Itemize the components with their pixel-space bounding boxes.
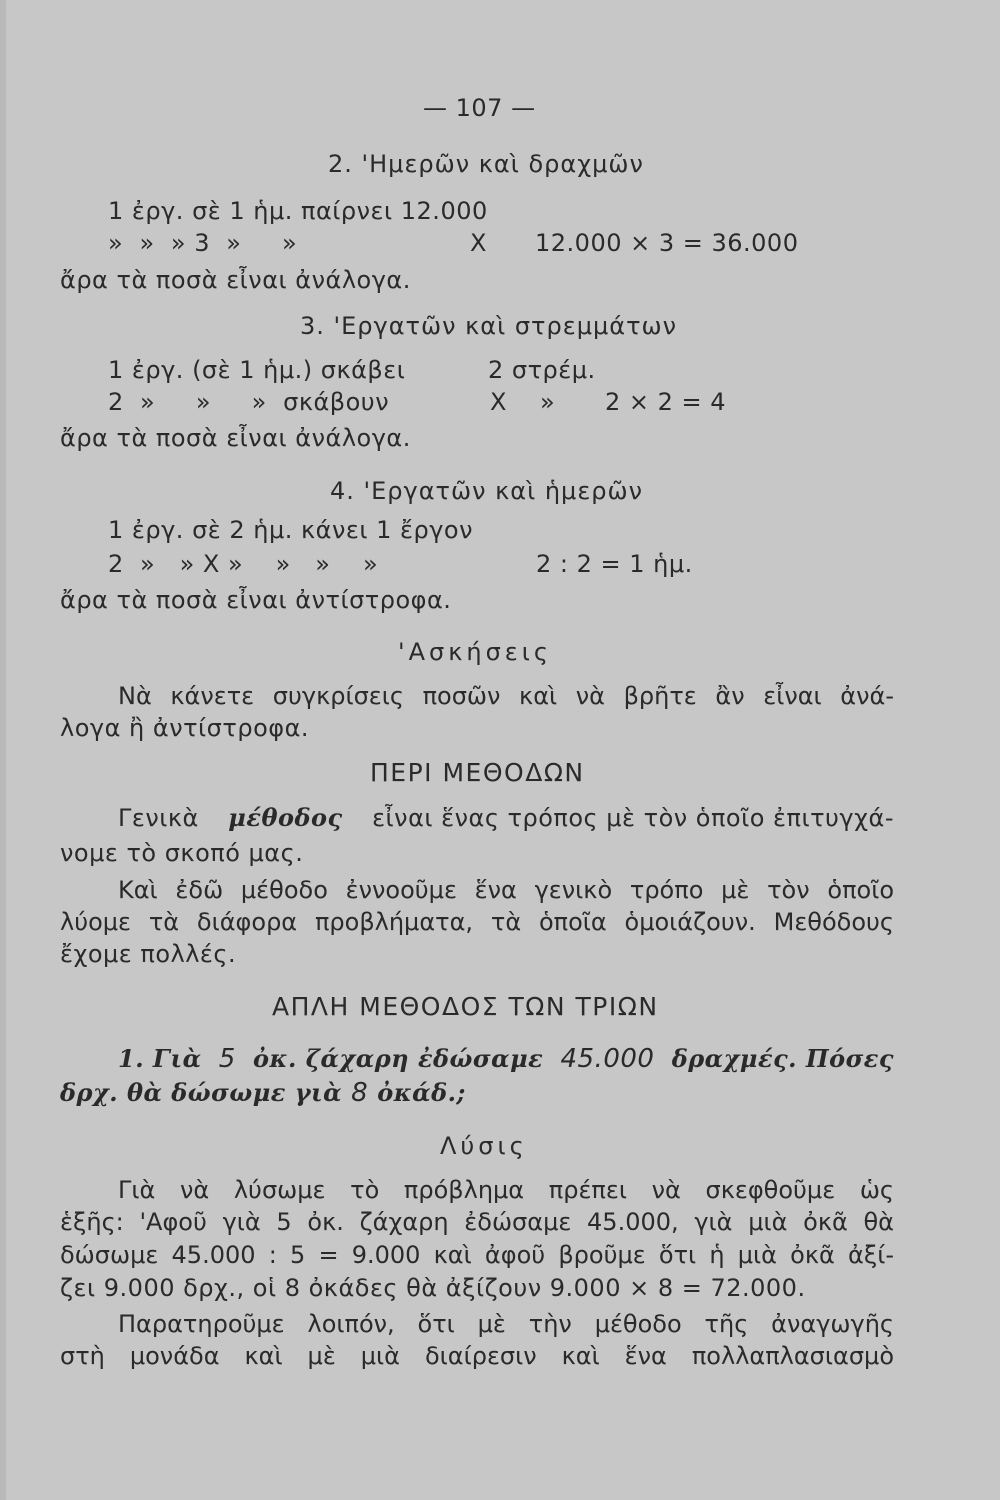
section-2-row-2-left: » » » 3 » » xyxy=(108,229,298,257)
section-3-conclusion: ἄρα τὰ ποσὰ εἶναι ἀνάλογα. xyxy=(60,424,411,452)
methods-title: ΠΕΡΙ ΜΕΘΟΔΩΝ xyxy=(370,758,585,787)
section-3-title: 3. 'Εργατῶν καὶ στρεμμάτων xyxy=(300,312,678,340)
problem-2-part-a: δρχ. θὰ δώσωμε γιὰ xyxy=(60,1078,343,1107)
methods-p1-after: εἶναι ἕνας τρόπος μὲ τὸν ὁποῖο ἐπιτυγχά- xyxy=(372,804,894,832)
solution-line-3: δώσωμε 45.000 : 5 = 9.000 καὶ ἀφοῦ βροῦμε ὅτι ἡ μιὰ ὀκᾶ ἀξί- xyxy=(60,1241,894,1269)
section-3-row-1-left: 1 ἐργ. (σὲ 1 ἡμ.) σκάβει xyxy=(108,356,406,384)
problem-1-part-c: δραχμές. Πόσες xyxy=(671,1044,894,1073)
methods-paragraph-2-line-2: λύομε τὰ διάφορα προβλήματα, τὰ ὁποῖα ὁμοιάζουν. Μεθόδους xyxy=(60,908,894,936)
section-2-row-1: 1 ἐργ. σὲ 1 ἡμ. παίρνει 12.000 xyxy=(108,197,488,225)
rule-of-three-title: ΑΠΛΗ ΜΕΘΟΔΟΣ ΤΩΝ ΤΡΙΩΝ xyxy=(272,992,659,1021)
section-4-row-2-left: 2 » » X » » » » xyxy=(108,550,379,578)
section-2-conclusion: ἄρα τὰ ποσὰ εἶναι ἀνάλογα. xyxy=(60,266,411,294)
methods-paragraph-2-line-1: Καὶ ἐδῶ μέθοδο ἐννοοῦμε ἕνα γενικὸ τρόπο μὲ τὸν ὁποῖο xyxy=(118,876,894,904)
exercises-line-2: λογα ἢ ἀντίστροφα. xyxy=(60,714,310,742)
exercises-title: 'Ασκήσεις xyxy=(398,638,552,666)
section-3-row-1-right: 2 στρέμ. xyxy=(488,356,596,384)
section-2-title: 2. 'Ημερῶν καὶ δραχμῶν xyxy=(328,150,644,178)
problem-2-number: 8 xyxy=(351,1078,369,1108)
methods-paragraph-1-line-1 xyxy=(118,803,894,832)
section-2-row-2-right: 12.000 × 3 = 36.000 xyxy=(535,229,799,257)
solution-title: Λύσις xyxy=(440,1132,528,1160)
exercises-line-1: Νὰ κάνετε συγκρίσεις ποσῶν καὶ νὰ βρῆτε ἂν εἶναι ἀνά- xyxy=(118,682,894,710)
solution-line-4: ζει 9.000 δρχ., οἱ 8 ὀκάδες θὰ ἀξίζουν 9.000 × 8 = 72.000. xyxy=(60,1274,806,1302)
observation-line-1: Παρατηροῦμε λοιπόν, ὅτι μὲ τὴν μέθοδο τῆς ἀναγωγῆς xyxy=(118,1310,894,1338)
section-3-row-2-right: 2 × 2 = 4 xyxy=(605,388,727,416)
section-4-row-2-right: 2 : 2 = 1 ἡμ. xyxy=(536,550,693,578)
page-number: — 107 — xyxy=(423,94,536,122)
problem-1-number-2: 45.000 xyxy=(560,1044,655,1074)
solution-line-1: Γιὰ νὰ λύσωμε τὸ πρόβλημα πρέπει νὰ σκεφθοῦμε ὡς xyxy=(118,1176,894,1204)
section-2-row-2-x: X xyxy=(470,229,487,257)
problem-1-number-1: 5 xyxy=(218,1044,236,1074)
problem-1-part-b: ὀκ. ζάχαρη ἐδώσαμε xyxy=(253,1044,544,1073)
section-4-conclusion: ἄρα τὰ ποσὰ εἶναι ἀντίστροφα. xyxy=(60,586,452,614)
observation-line-2: στὴ μονάδα καὶ μὲ μιὰ διαίρεσιν καὶ ἕνα πολλαπλασιασμὸ xyxy=(60,1342,894,1370)
section-3-row-2-left: 2 » » » σκάβουν xyxy=(108,388,390,416)
methods-paragraph-1-line-2: νομε τὸ σκοπό μας. xyxy=(60,839,304,867)
problem-line-1 xyxy=(118,1046,894,1072)
methods-paragraph-2-line-3: ἔχομε πολλές. xyxy=(60,940,237,968)
problem-2-part-b: ὀκάδ.; xyxy=(377,1078,466,1107)
problem-line-2 xyxy=(60,1080,466,1106)
section-3-row-2-mid: » xyxy=(540,388,556,416)
solution-line-2: ἑξῆς: 'Αφοῦ γιὰ 5 ὀκ. ζάχαρη ἐδώσαμε 45.000, γιὰ μιὰ ὀκᾶ θὰ xyxy=(60,1208,894,1236)
methods-p1-before: Γενικὰ xyxy=(118,804,199,832)
problem-1-part-a: 1. Γιὰ xyxy=(118,1044,202,1073)
section-3-row-2-x: X xyxy=(490,388,507,416)
methods-p1-term: μέθοδος xyxy=(228,803,343,832)
section-4-title: 4. 'Εργατῶν καὶ ἡμερῶν xyxy=(330,477,644,505)
section-4-row-1: 1 ἐργ. σὲ 2 ἡμ. κάνει 1 ἔργον xyxy=(108,516,474,544)
